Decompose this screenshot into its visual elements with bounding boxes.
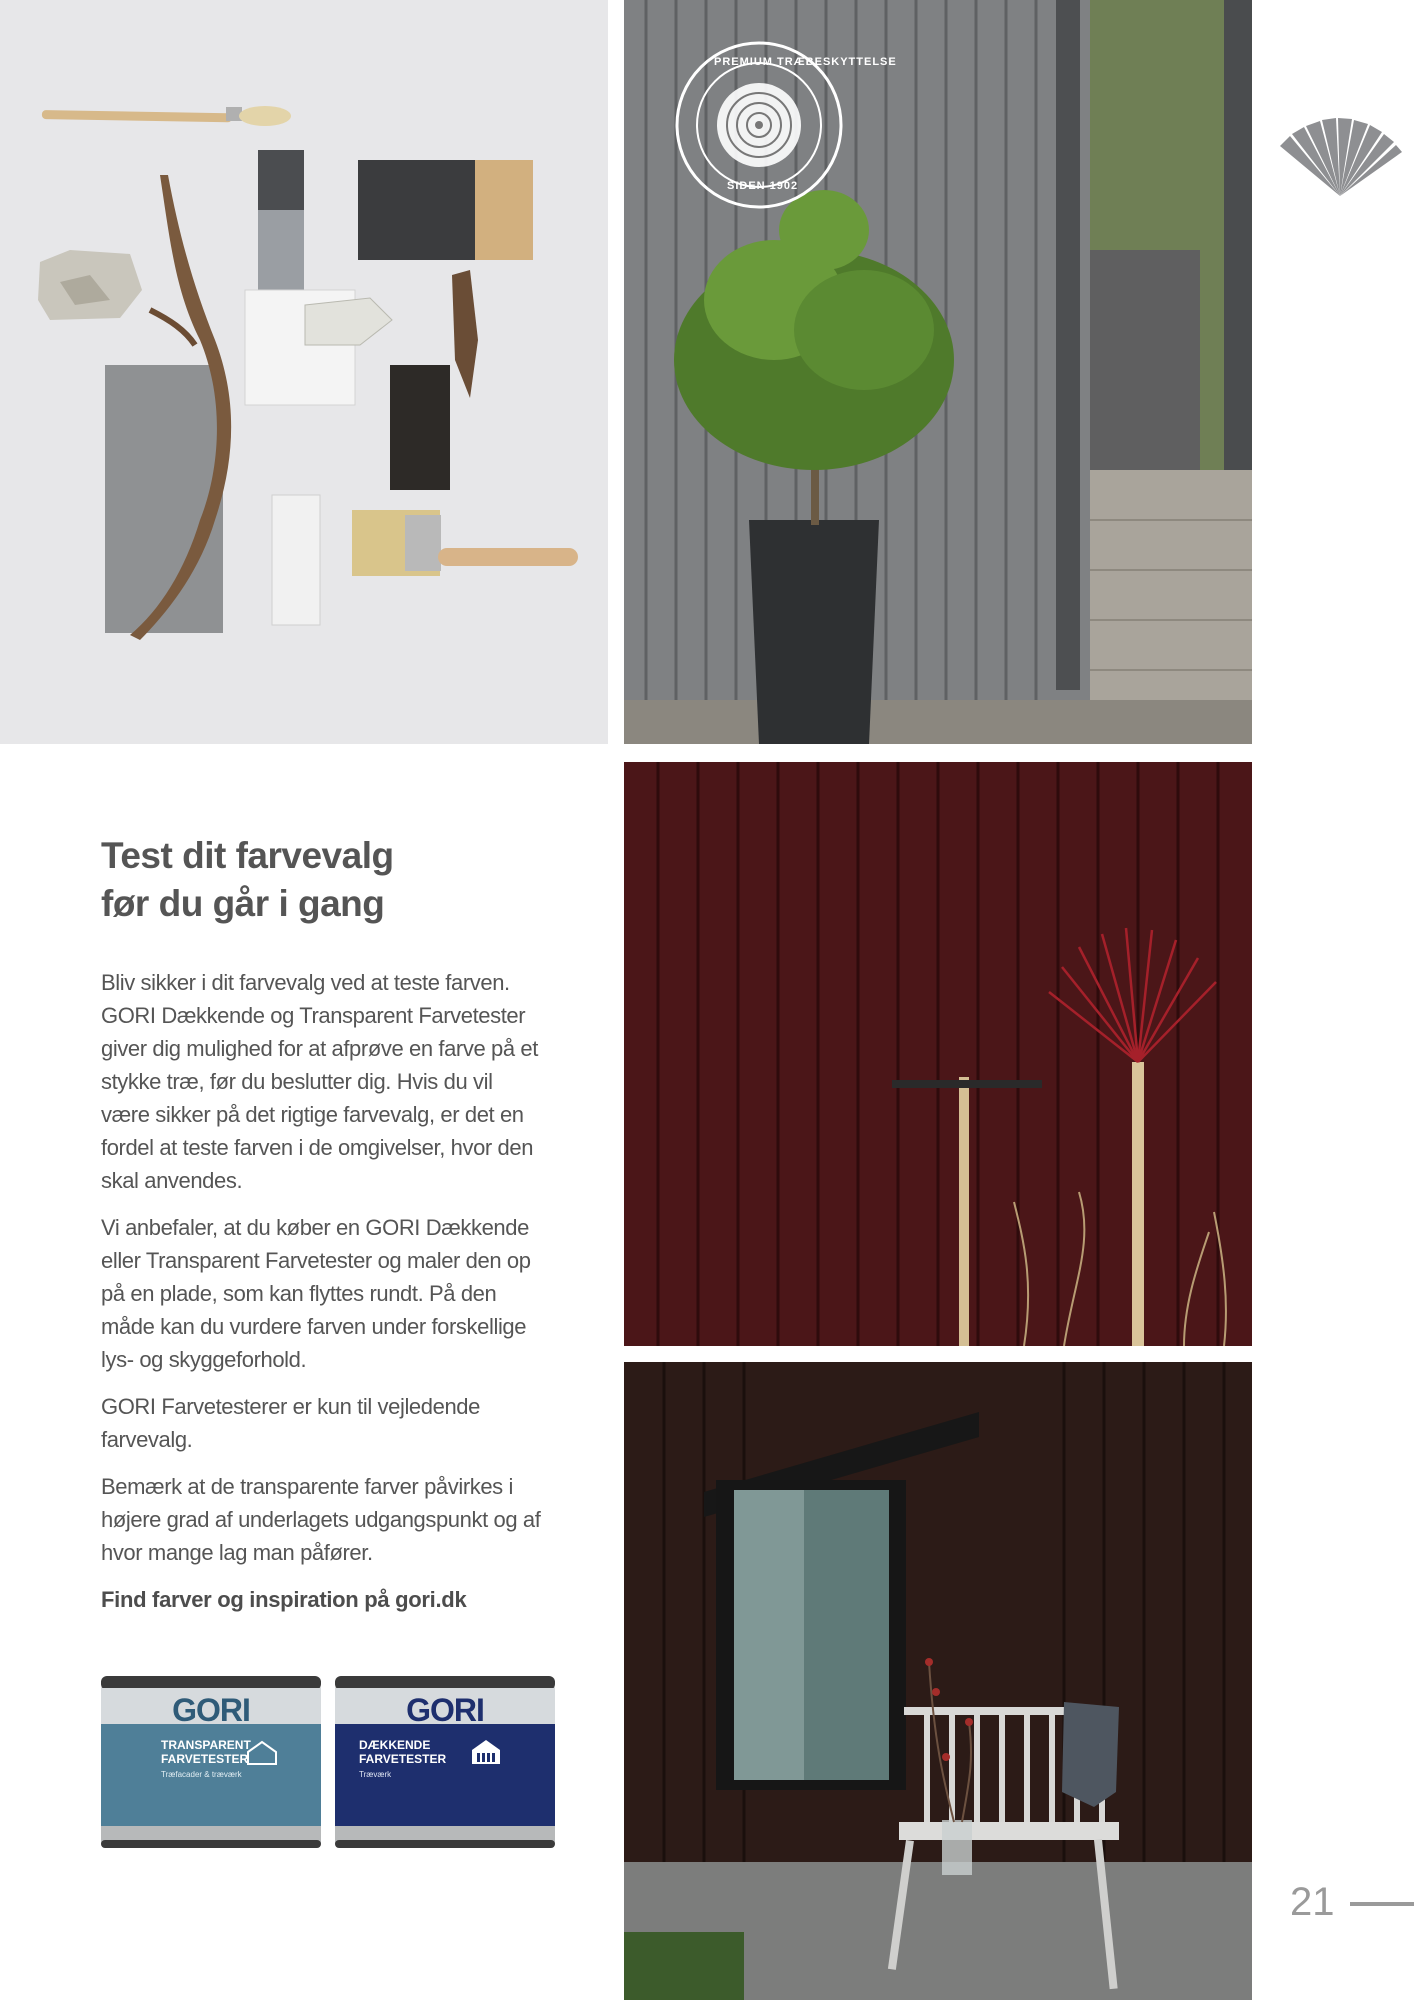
- dark-facade-bench-photo: [624, 1362, 1252, 2000]
- fan-logo-icon: [1278, 118, 1402, 198]
- paragraph-1: Bliv sikker i dit farvevalg ved at teste farven. GORI Dækkende og Transparent Farvetester giver dig mulighed for at afprøve en farve på et stykke træ, før du beslutter dig. Hvis du vil være sikker på det rigtige farvevalg, er det en fordel at teste farven i de omgivelser, hvor den skal anvendes.: [101, 970, 538, 1193]
- website-link[interactable]: Find farver og inspiration på gori.dk: [101, 1587, 467, 1612]
- page-number-rule: [1350, 1902, 1414, 1906]
- can1-name-line2: FARVETESTER: [161, 1752, 249, 1766]
- heading-line-2: før du går i gang: [101, 883, 385, 924]
- can1-subtitle: Træfacader & træværk: [161, 1770, 242, 1779]
- gray-facade-photo: [624, 0, 1252, 744]
- paragraph-2: Vi anbefaler, at du køber en GORI Dækkende eller Transparent Farvetester og maler den op på en plade, som kan flyttes rundt. På den måde kan du vurdere farven under forskellige lys- og skyggeforhold.: [101, 1215, 531, 1372]
- article: [101, 832, 541, 1616]
- can2-subtitle: Træværk: [359, 1770, 392, 1779]
- house-icon: [470, 1738, 502, 1766]
- house-icon: [246, 1740, 278, 1766]
- dakkende-tester-can: [335, 1676, 555, 1848]
- flatlay-photo: [0, 0, 608, 744]
- article-heading: [101, 832, 541, 928]
- can1-name-line1: TRANSPARENT: [161, 1738, 251, 1752]
- heading-line-1: Test dit farvevalg: [101, 835, 394, 876]
- transparent-tester-can: [101, 1676, 321, 1848]
- can1-brand: GORI: [172, 1692, 250, 1728]
- badge-top-text: PREMIUM TRÆBESKYTTELSE: [714, 56, 897, 68]
- can2-name-line2: FARVETESTER: [359, 1752, 447, 1766]
- badge-bottom-text: SIDEN 1902: [727, 180, 799, 192]
- red-wall-photo: [624, 762, 1252, 1346]
- can2-brand: GORI: [406, 1692, 484, 1728]
- cta-text: [101, 1583, 541, 1616]
- paragraph-3: GORI Farvetesterer er kun til vejledende farvevalg.: [101, 1394, 480, 1452]
- paragraph-4: Bemærk at de transparente farver påvirkes i højere grad af underlagets udgangspunkt og af hvor mange lag man påfører.: [101, 1474, 541, 1565]
- can2-name-line1: DÆKKENDE: [359, 1738, 431, 1752]
- page-number: 21: [1290, 1880, 1335, 1924]
